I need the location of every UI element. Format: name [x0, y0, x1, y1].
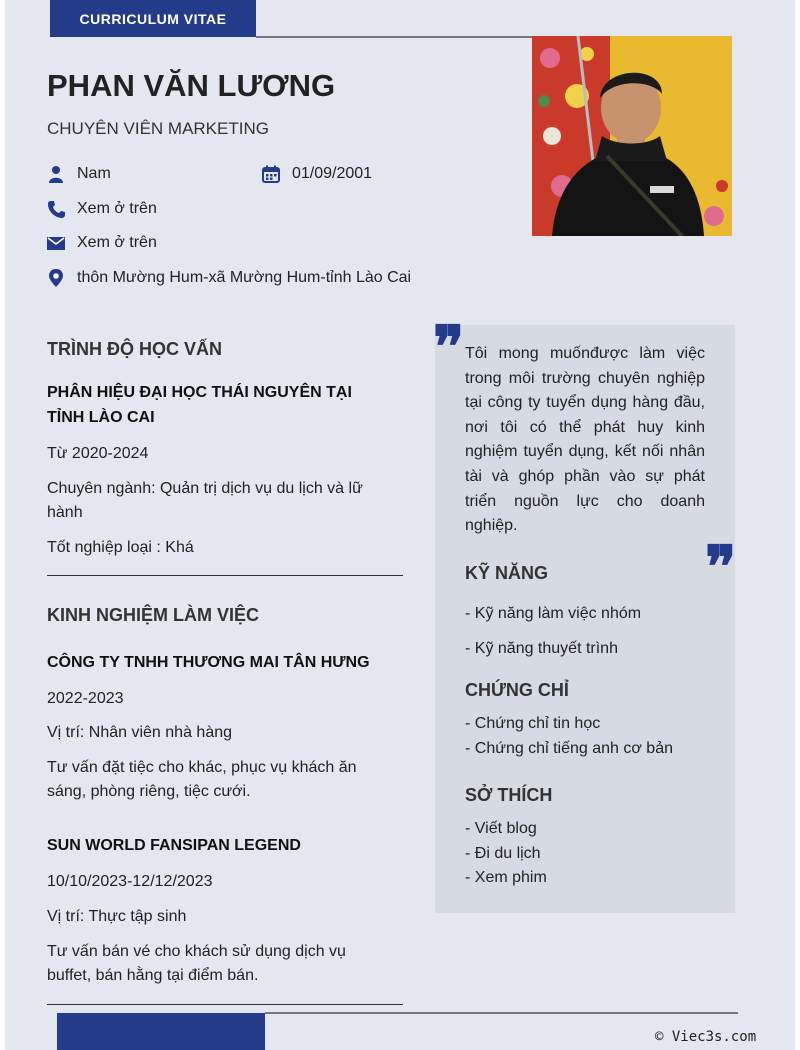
calendar-icon [262, 165, 280, 183]
phone-icon [47, 200, 65, 218]
education-heading: TRÌNH ĐỘ HỌC VẤN [47, 339, 222, 359]
job-description: Tư vấn bán vé cho khách sử dụng dịch vụ buffet, bán hằng tại điểm bán. [47, 943, 346, 984]
job-company: SUN WORLD FANSIPAN LEGEND [47, 837, 301, 854]
phone-row [47, 200, 157, 218]
education-divider [47, 575, 403, 576]
open-quote-icon: ❞ [433, 313, 465, 381]
birthdate-value: 01/09/2001 [292, 165, 373, 182]
email-value: Xem ở trên [77, 234, 157, 251]
education-grade: Tốt nghiệp loại : Khá [47, 539, 194, 556]
cv-header-tab: CURRICULUM VITAE [50, 0, 256, 37]
gender-row [47, 165, 111, 183]
education-school: PHÂN HIỆU ĐẠI HỌC THÁI NGUYÊN TẠI TỈNH LÀO CAI [47, 384, 352, 426]
gender-value: Nam [77, 165, 111, 182]
candidate-title: CHUYÊN VIÊN MARKETING [47, 119, 269, 138]
skill-item: - Kỹ năng làm việc nhóm [465, 605, 642, 622]
certificates-heading: CHỨNG CHỈ [465, 680, 569, 700]
experience-heading: KINH NGHIỆM LÀM VIỆC [47, 605, 260, 625]
candidate-name: PHAN VĂN LƯƠNG [47, 68, 336, 103]
skill-item: - Kỹ năng thuyết trình [465, 640, 618, 657]
job-company: CÔNG TY TNHH THƯƠNG MAI TÂN HƯNG [47, 654, 370, 671]
job-period: 2022-2023 [47, 690, 124, 707]
copyright-text: © Viec3s.com [655, 1029, 757, 1045]
career-objective: Tôi mong muốnđược làm việc trong môi trường chuyên nghiệp tại công ty tuyển dụng hàng đầu, nơi tôi có thể phát huy kinh nghiệm tuyển dụng, kết nối nhân tài và ghóp phần vào sự phát triển nguồn lực cho doanh nghiệp. [465, 345, 705, 535]
education-major: Chuyên ngành: Quản trị dịch vụ du lịch và lữ hành [47, 480, 363, 521]
education-period: Từ 2020-2024 [47, 445, 149, 462]
job-period: 10/10/2023-12/12/2023 [47, 873, 213, 890]
address-value: thôn Mường Hum-xã Mường Hum-tỉnh Lào Cai [77, 269, 412, 286]
hobby-item: - Viết blog [465, 820, 537, 837]
birthdate-row [262, 165, 372, 183]
certificate-item: - Chứng chỉ tin học [465, 715, 601, 732]
footer-accent-bar [57, 1013, 265, 1050]
phone-value: Xem ở trên [77, 200, 157, 217]
footer-divider [265, 1012, 738, 1014]
job-description: Tư vấn đặt tiệc cho khác, phục vụ khách ăn sáng, phòng riêng, tiệc cưới. [47, 759, 357, 800]
header-divider [256, 36, 532, 38]
location-pin-icon [47, 269, 65, 287]
close-quote-icon: ❞ [705, 533, 737, 601]
job-position: Vị trí: Thực tập sinh [47, 908, 187, 925]
hobby-item: - Xem phim [465, 869, 547, 886]
certificate-item: - Chứng chỉ tiếng anh cơ bản [465, 740, 673, 757]
email-row [47, 234, 157, 252]
hobby-item: - Đi du lịch [465, 845, 541, 862]
address-row [47, 269, 411, 287]
user-icon [47, 165, 65, 183]
email-icon [47, 234, 65, 252]
skills-heading: KỸ NĂNG [465, 563, 549, 583]
hobbies-heading: SỞ THÍCH [465, 785, 553, 805]
profile-photo [532, 36, 732, 236]
job-position: Vị trí: Nhân viên nhà hàng [47, 724, 233, 741]
experience-divider [47, 1004, 403, 1005]
